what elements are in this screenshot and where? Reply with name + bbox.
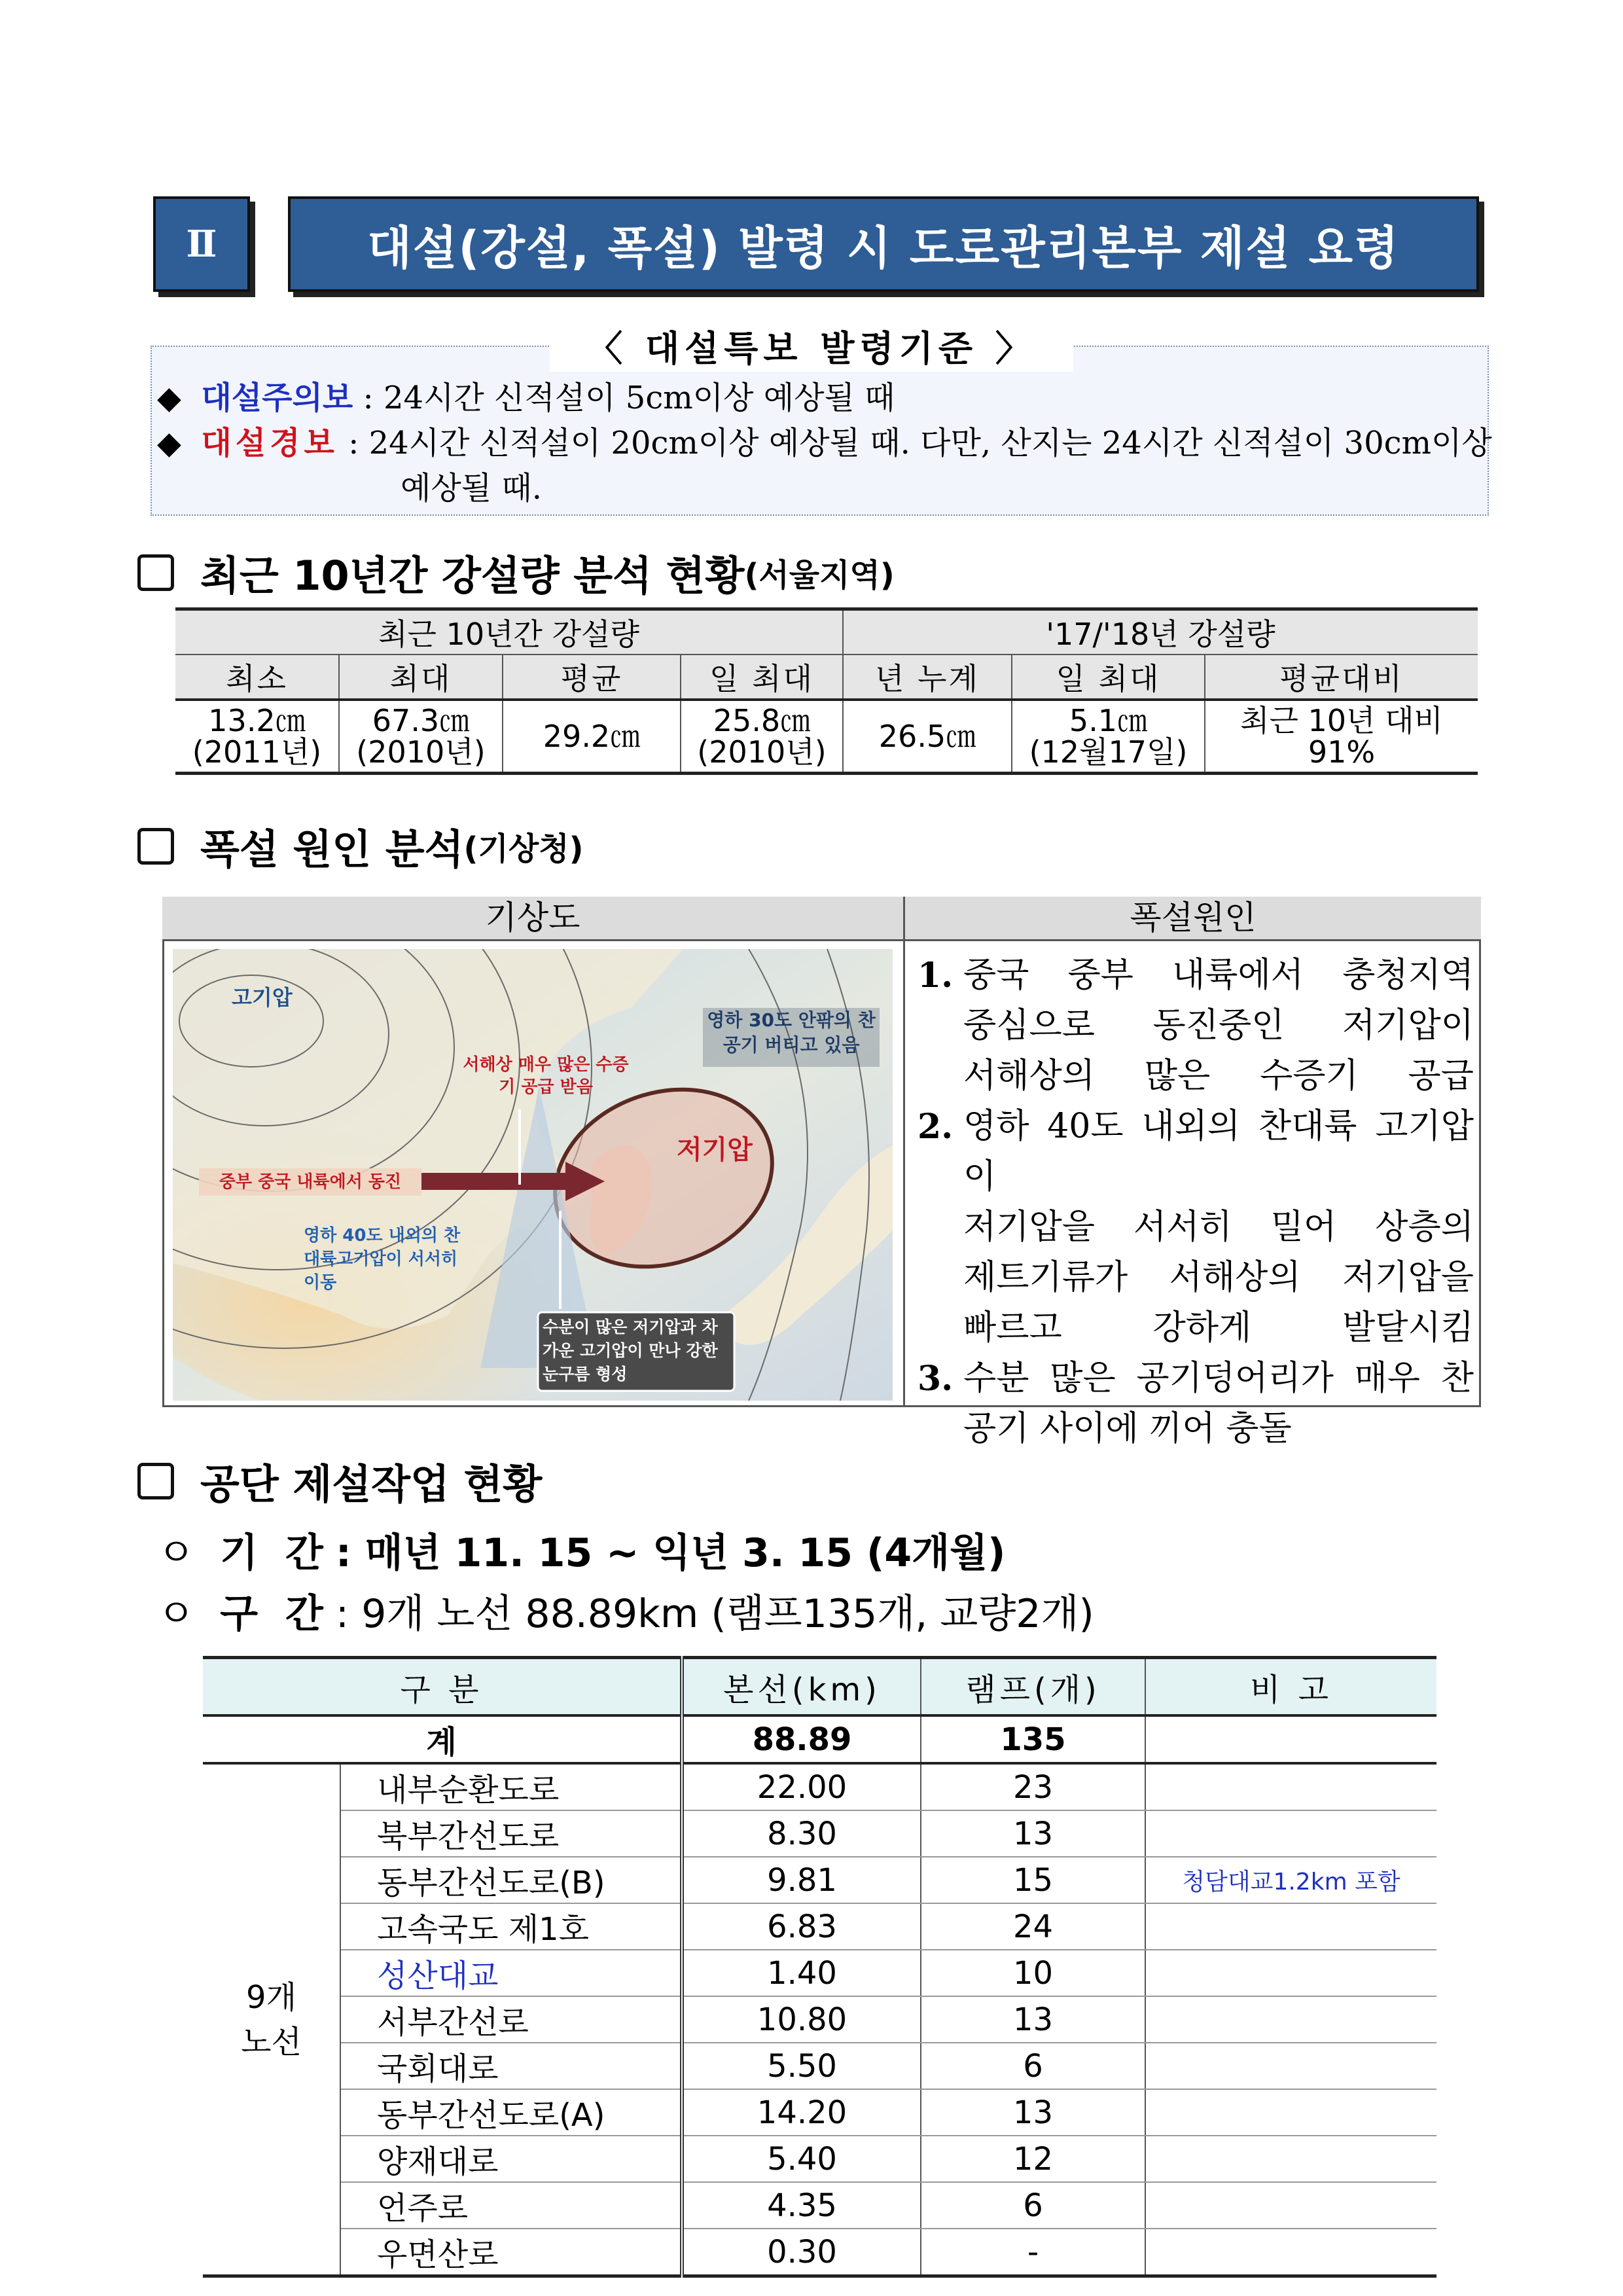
route-note: [1145, 1763, 1436, 1810]
cell-cur-daymax: 5.1㎝ (12월17일): [1012, 700, 1205, 774]
cause-item: [918, 950, 1474, 1102]
period-line: [157, 1522, 1005, 1578]
route-note: [1145, 1903, 1436, 1950]
advisory-line: [157, 377, 895, 419]
total-note: [1145, 1715, 1436, 1763]
col-header-cause: 폭설원인: [905, 897, 1481, 941]
cell-daymax: 25.8㎝ (2010년): [681, 700, 843, 774]
route-ramp: 13: [921, 2089, 1145, 2136]
route-note: [1145, 1810, 1436, 1857]
route-name: 고속국도 제1호: [340, 1903, 682, 1950]
section-heading-cause: [137, 817, 584, 875]
section-number-badge: Ⅱ: [153, 196, 250, 292]
total-ramp: 135: [921, 1715, 1145, 1763]
route-ramp: 12: [921, 2136, 1145, 2182]
table-row: [203, 2229, 1436, 2276]
col-header: 최소: [175, 655, 339, 700]
route-name: 동부간선도로(B): [340, 1857, 682, 1903]
route-km: 22.00: [682, 1763, 921, 1810]
route-ramp: 24: [921, 1903, 1145, 1950]
route-km: 5.50: [682, 2043, 921, 2089]
cell-avg: 29.2㎝: [503, 700, 681, 774]
section-heading-snowfall: [137, 543, 895, 601]
period-label: 기 간: [220, 1530, 323, 1576]
cell-cumulative: 26.5㎝: [843, 700, 1012, 774]
section-suffix: (서울지역): [744, 557, 895, 594]
table-row: [203, 1763, 1436, 1810]
cell-ratio: 최근 10년 대비 91%: [1205, 700, 1478, 774]
route-km: 10.80: [682, 1996, 921, 2043]
route-km: 0.30: [682, 2229, 921, 2276]
route-name: 언주로: [340, 2182, 682, 2229]
col-header: 일 최대: [1012, 655, 1205, 700]
group-header-10yr: 최근 10년간 강설량: [175, 609, 843, 655]
table-row: [203, 1903, 1436, 1950]
route-note: [1145, 2229, 1436, 2276]
route-note: [1145, 2182, 1436, 2229]
route-ramp: -: [921, 2229, 1145, 2276]
section-title: 최근 10년간 강설량 분석 현황: [200, 552, 745, 600]
label-low: 저기압: [677, 1135, 753, 1165]
table-row: [203, 1810, 1436, 1857]
section-heading-work: [137, 1452, 542, 1510]
cause-number: 3.: [918, 1359, 954, 1399]
criteria-title: 〈 대설특보 발령기준 〉: [550, 326, 1073, 372]
route-name: 양재대로: [340, 2136, 682, 2182]
label-high: 고기압: [232, 985, 293, 1010]
range-label: 구 간: [220, 1591, 323, 1637]
cell-max: 67.3㎝ (2010년): [339, 700, 503, 774]
table-row: [203, 1857, 1436, 1903]
table-row: [203, 2136, 1436, 2182]
cause-list: [918, 950, 1474, 1454]
bullet-icon: ㅇ: [157, 1591, 195, 1637]
route-km: 5.40: [682, 2136, 921, 2182]
col-header: 일 최대: [681, 655, 843, 700]
section-suffix: (기상청): [463, 831, 584, 867]
range-value: : 9개 노선 88.89km (램프135개, 교량2개): [335, 1591, 1094, 1637]
col-header: 비 고: [1145, 1658, 1436, 1716]
route-note: [1145, 2043, 1436, 2089]
route-note: [1145, 1950, 1436, 1996]
col-header-map: 기상도: [162, 897, 903, 941]
total-label: 계: [203, 1715, 682, 1763]
group-header-current: '17/'18년 강설량: [843, 609, 1478, 655]
snowfall-table: [175, 607, 1478, 775]
col-header: 년 누계: [843, 655, 1012, 700]
col-header: 평균대비: [1205, 655, 1478, 700]
route-name: 성산대교: [340, 1950, 682, 1996]
route-table: [203, 1656, 1436, 2278]
route-name: 서부간선로: [340, 1996, 682, 2043]
label-collision: 수분이 많은 저기압과 차가운 고기압이 만나 강한 눈구름 형성: [543, 1318, 718, 1384]
label-cold-air: 영하 30도 안팎의 찬공기 버티고 있음: [707, 1009, 876, 1056]
route-name: 북부간선도로: [340, 1810, 682, 1857]
route-ramp: 6: [921, 2043, 1145, 2089]
route-km: 9.81: [682, 1857, 921, 1903]
bullet-icon: ㅇ: [157, 1530, 195, 1576]
route-name: 국회대로: [340, 2043, 682, 2089]
route-note: [1145, 2136, 1436, 2182]
route-ramp: 13: [921, 1810, 1145, 1857]
diamond-bullet-icon: ◆: [157, 380, 181, 416]
col-header: 램프(개): [921, 1658, 1145, 1716]
table-row: [203, 2089, 1436, 2136]
route-ramp: 15: [921, 1857, 1145, 1903]
label-moisture: 서해상 매우 많은 수증기 공급 받음: [463, 1055, 629, 1097]
cause-item: [918, 1354, 1474, 1454]
label-move: 중부 중국 내륙에서 동진: [219, 1172, 402, 1192]
advisory-label: 대설주의보: [201, 380, 353, 416]
cause-text: 영하 40도 내외의 찬대륙 고기압이 저기압을 서서히 밀어 상층의 제트기류가 서해상의 저기압을 빠르고 강하게 발달시킴: [963, 1107, 1474, 1348]
cause-text: 수분 많은 공기덩어리가 매우 찬 공기 사이에 끼어 충돌: [963, 1359, 1474, 1448]
warning-text: : 24시간 신적설이 20cm이상 예상될 때. 다만, 산지는 24시간 신적설이 30cm이상: [348, 425, 1492, 461]
cause-divider: [903, 897, 905, 1407]
col-header: 구 분: [203, 1658, 682, 1716]
diamond-bullet-icon: ◆: [157, 425, 181, 461]
table-row: [203, 2182, 1436, 2229]
route-km: 1.40: [682, 1950, 921, 1996]
warning-text-cont: 예상될 때.: [401, 470, 542, 507]
cause-number: 1.: [918, 956, 954, 996]
route-note: [1145, 2089, 1436, 2136]
section-title: 공단 제설작업 현황: [200, 1460, 543, 1508]
route-name: 우면산로: [340, 2229, 682, 2276]
table-row: [203, 1996, 1436, 2043]
checkbox-icon: [137, 554, 174, 591]
group-label: 9개 노선: [203, 1763, 340, 2276]
route-km: 8.30: [682, 1810, 921, 1857]
route-ramp: 13: [921, 1996, 1145, 2043]
route-ramp: 6: [921, 2182, 1145, 2229]
route-note: 청담대교1.2km 포함: [1145, 1857, 1436, 1903]
label-cold-high: 영하 40도 내외의 찬 대륙고기압이 서서히 이동: [304, 1226, 461, 1293]
col-header: 평균: [503, 655, 681, 700]
advisory-text: : 24시간 신적설이 5cm이상 예상될 때: [363, 380, 895, 416]
col-header: 본선(km): [682, 1658, 921, 1716]
checkbox-icon: [137, 1463, 174, 1499]
route-name: 내부순환도로: [340, 1763, 682, 1810]
cell-min: 13.2㎝ (2011년): [175, 700, 339, 774]
warning-line: [157, 422, 1492, 464]
checkbox-icon: [137, 828, 174, 865]
section-title: 폭설 원인 분석: [200, 825, 464, 873]
route-km: 14.20: [682, 2089, 921, 2136]
table-row: [203, 1950, 1436, 1996]
route-name: 동부간선도로(A): [340, 2089, 682, 2136]
route-km: 6.83: [682, 1903, 921, 1950]
table-row: [203, 2043, 1436, 2089]
cause-item: [918, 1102, 1474, 1354]
route-note: [1145, 1996, 1436, 2043]
route-ramp: 10: [921, 1950, 1145, 1996]
page-title: 대설(강설, 폭설) 발령 시 도로관리본부 제설 요령: [288, 196, 1479, 292]
route-ramp: 23: [921, 1763, 1145, 1810]
weather-map: [173, 949, 893, 1401]
col-header: 최대: [339, 655, 503, 700]
range-line: [157, 1583, 1094, 1639]
cause-text: 중국 중부 내륙에서 충청지역 중심으로 동진중인 저기압이 서해상의 많은 수증기 공급: [963, 956, 1474, 1096]
warning-label: 대설경보: [201, 425, 338, 461]
cause-number: 2.: [918, 1107, 954, 1147]
total-km: 88.89: [682, 1715, 921, 1763]
route-km: 4.35: [682, 2182, 921, 2229]
period-value: : 매년 11. 15 ~ 익년 3. 15 (4개월): [335, 1530, 1006, 1576]
